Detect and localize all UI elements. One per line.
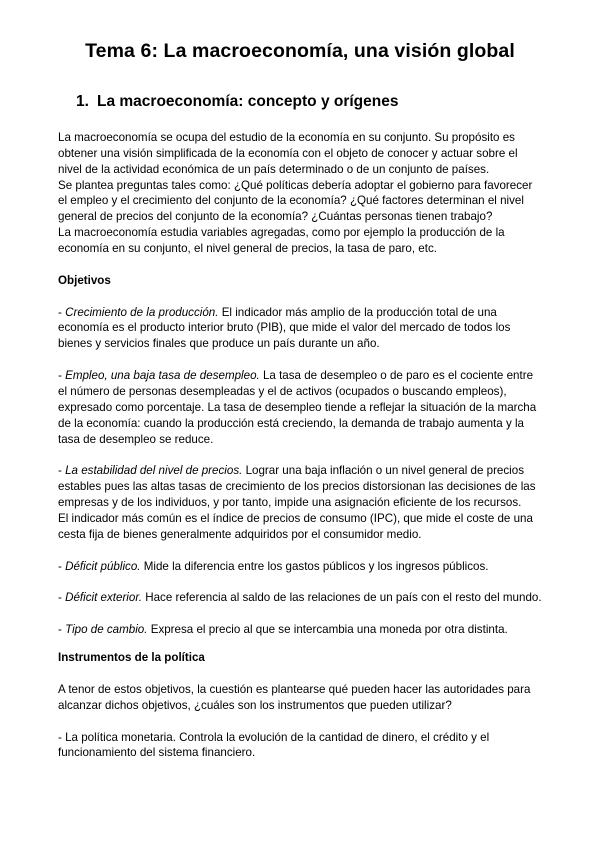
objective-item: - Déficit exterior. Hace referencia al saldo de las relaciones de un país con el resto del mundo. (58, 591, 542, 605)
objective-term: La estabilidad del nivel de precios. (65, 464, 243, 478)
intro-paragraph: Se plantea preguntas tales como: ¿Qué políticas debería adoptar el gobierno para favorecer el empleo y el crecimiento del conjunto de la economía? ¿Qué factores determinan el nivel general de precios del conjunto de la economía? ¿Cuántas personas tienen trabajo? (58, 178, 533, 224)
intro-paragraph: La macroeconomía se ocupa del estudio de la economía en su conjunto. Su propósito es obtener una visión simplificada de la economía con el objeto de conocer y actuar sobre el nivel de la actividad económica de un país determinado o de un conjunto de países. (58, 131, 518, 176)
objective-term: Déficit exterior. (65, 591, 142, 605)
objective-item: - Crecimiento de la producción. El indicador más amplio de la producción total de una economía es el producto interior bruto (PIB), que mide el valor del mercado de todos los bienes y servicios finales que produce un país durante un año. (58, 305, 511, 351)
document-body (58, 130, 544, 761)
objective-term: Déficit público. (65, 559, 141, 573)
objetivos-heading: Objetivos (58, 273, 111, 287)
objective-term: Empleo, una baja tasa de desempleo. (65, 369, 260, 383)
section-number: 1. (76, 93, 89, 110)
objective-term: Crecimiento de la producción. (65, 305, 219, 319)
instrumentos-heading: Instrumentos de la política (58, 651, 205, 665)
instrument-item: - La política monetaria. Controla la evolución de la cantidad de dinero, el crédito y el funcionamiento del sistema financiero. (58, 730, 490, 760)
intro-paragraph: La macroeconomía estudia variables agregadas, como por ejemplo la producción de la economía en su conjunto, el nivel general de precios, la tasa de paro, etc. (58, 226, 505, 255)
objective-item: - Déficit público. Mide la diferencia entre los gastos públicos y los ingresos públicos. (58, 559, 489, 573)
objective-item: - La estabilidad del nivel de precios. Lograr una baja inflación o un nivel general de precios estables pues las altas tasas de crecimiento de los precios distorsionan las decisiones de las empresas y de los individuos, y por tanto, impide una asignación eficiente de los recursos. (58, 464, 536, 510)
section-title: La macroeconomía: concepto y orígenes (97, 93, 399, 110)
objective-term: Tipo de cambio. (65, 623, 148, 637)
objective-note: El indicador más común es el índice de precios de consumo (IPC), que mide el coste de una cesta fija de bienes generalmente adquiridos por el consumidor medio. (58, 511, 533, 541)
page-title: Tema 6: La macroeconomía, una visión global (85, 40, 515, 62)
objective-item: - Empleo, una baja tasa de desempleo. La tasa de desempleo o de paro es el cociente entre el número de personas desempleadas y el de activos (ocupados o buscando empleos), expresado como porcentaje. La tasa de desempleo tiende a reflejar la situación de la marcha de la economía: cuando la producción está creciendo, la demanda de trabajo aumenta y la tasa de desempleo se reduce. (58, 369, 537, 446)
section-heading (76, 93, 398, 111)
instrumentos-intro: A tenor de estos objetivos, la cuestión es plantearse qué pueden hacer las autoridades para alcanzar dichos objetivos, ¿cuáles son los instrumentos que pueden utilizar? (58, 682, 531, 712)
objective-item: - Tipo de cambio. Expresa el precio al que se intercambia una moneda por otra distinta. (58, 623, 508, 637)
